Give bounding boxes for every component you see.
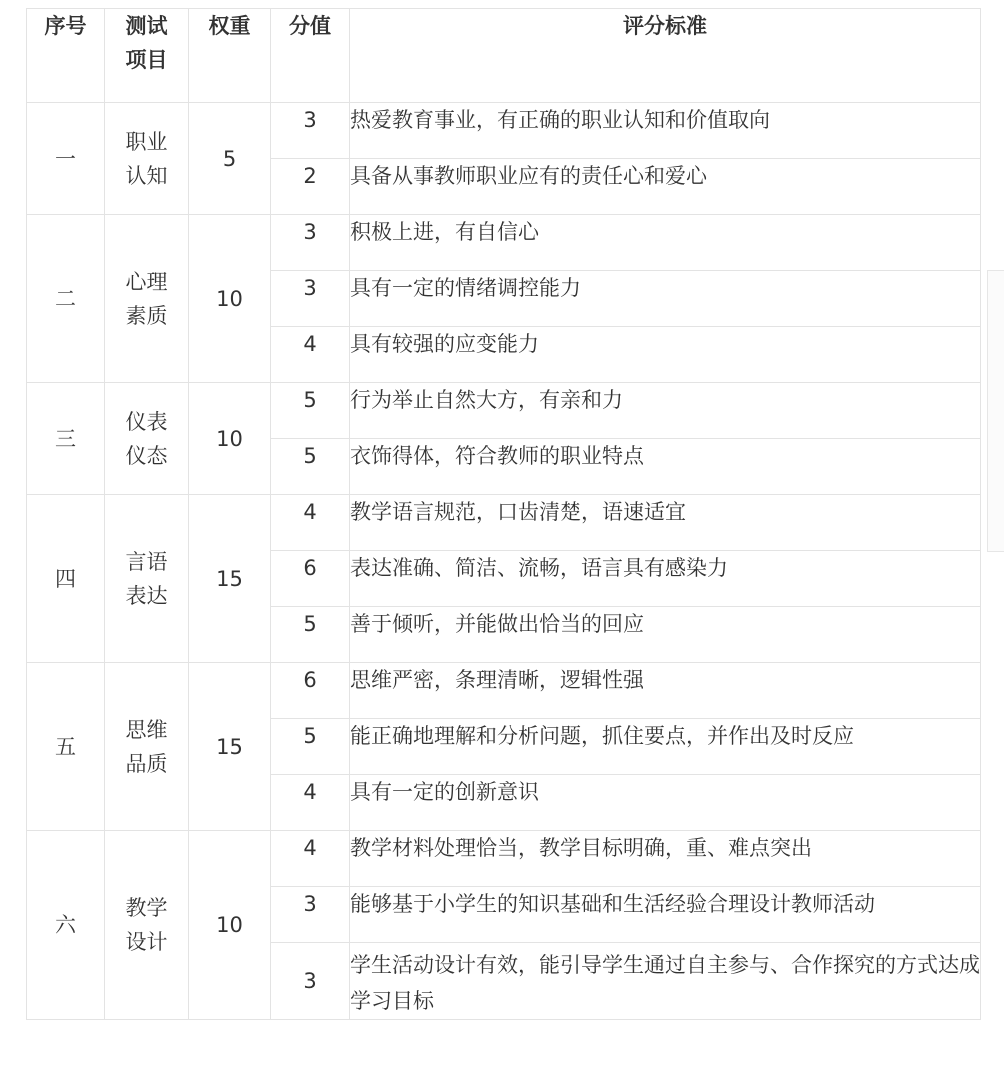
row-seq: 二 [27,215,105,383]
row-seq: 四 [27,495,105,663]
row-test-item [105,663,189,831]
test-item-line1: 言语 [125,549,168,574]
row-score: 2 [271,159,350,215]
test-item-line1: 职业 [125,129,168,154]
row-weight: 10 [189,383,271,495]
scoring-rubric-table [26,8,981,1020]
table-row [27,663,981,719]
test-item-line1: 教学 [125,896,168,920]
header-test-item [105,9,189,103]
row-test-item [105,383,189,495]
row-score: 6 [271,551,350,607]
row-seq: 六 [27,831,105,1020]
row-seq: 一 [27,103,105,215]
row-weight: 10 [189,831,271,1020]
row-seq: 三 [27,383,105,495]
row-test-item [105,103,189,215]
row-standard: 行为举止自然大方，有亲和力 [350,383,981,439]
header-test-item-line2: 项目 [125,48,168,72]
row-score: 5 [271,383,350,439]
test-item-line1: 仪表 [125,409,168,434]
row-score: 5 [271,607,350,663]
row-standard: 学生活动设计有效，能引导学生通过自主参与、合作探究的方式达成学习目标 [350,943,981,1020]
row-standard: 能够基于小学生的知识基础和生活经验合理设计教师活动 [350,887,981,943]
test-item-line2: 表达 [125,583,168,608]
header-seq: 序号 [27,9,105,103]
row-seq: 五 [27,663,105,831]
row-standard: 具有一定的创新意识 [350,775,981,831]
row-standard: 衣饰得体，符合教师的职业特点 [350,439,981,495]
test-item-line2: 认知 [125,163,168,188]
rubric-body [27,103,981,1020]
row-score: 4 [271,775,350,831]
row-standard: 表达准确、简洁、流畅，语言具有感染力 [350,551,981,607]
table-row [27,215,981,271]
test-item-line2: 素质 [125,303,168,328]
row-score: 3 [271,271,350,327]
row-score: 4 [271,327,350,383]
row-standard: 具有一定的情绪调控能力 [350,271,981,327]
row-weight: 15 [189,663,271,831]
row-standard: 善于倾听，并能做出恰当的回应 [350,607,981,663]
row-score: 5 [271,439,350,495]
row-test-item [105,495,189,663]
row-score: 6 [271,663,350,719]
table-row [27,831,981,887]
table-row [27,495,981,551]
row-score: 4 [271,495,350,551]
header-standard: 评分标准 [350,9,981,103]
row-standard: 教学材料处理恰当，教学目标明确，重、难点突出 [350,831,981,887]
background-panel-edge [987,270,1004,552]
row-score: 3 [271,943,350,1020]
row-standard: 教学语言规范，口齿清楚，语速适宜 [350,495,981,551]
header-score: 分值 [271,9,350,103]
header-weight: 权重 [189,9,271,103]
row-weight: 15 [189,495,271,663]
test-item-line2: 仪态 [125,443,168,468]
row-score: 3 [271,887,350,943]
row-standard: 能正确地理解和分析问题，抓住要点，并作出及时反应 [350,719,981,775]
test-item-line1: 思维 [125,717,168,742]
header-row [27,9,981,103]
row-weight: 10 [189,215,271,383]
test-item-line1: 心理 [125,269,168,294]
row-standard: 具备从事教师职业应有的责任心和爱心 [350,159,981,215]
row-standard: 热爱教育事业，有正确的职业认知和价值取向 [350,103,981,159]
row-score: 3 [271,215,350,271]
row-score: 4 [271,831,350,887]
table-row [27,383,981,439]
row-test-item [105,215,189,383]
test-item-line2: 品质 [125,751,168,776]
row-standard: 积极上进，有自信心 [350,215,981,271]
table-row [27,103,981,159]
header-test-item-line1: 测试 [125,14,168,38]
row-test-item [105,831,189,1020]
row-weight: 5 [189,103,271,215]
row-standard: 具有较强的应变能力 [350,327,981,383]
row-standard: 思维严密，条理清晰，逻辑性强 [350,663,981,719]
row-score: 5 [271,719,350,775]
row-score: 3 [271,103,350,159]
test-item-line2: 设计 [125,930,168,954]
